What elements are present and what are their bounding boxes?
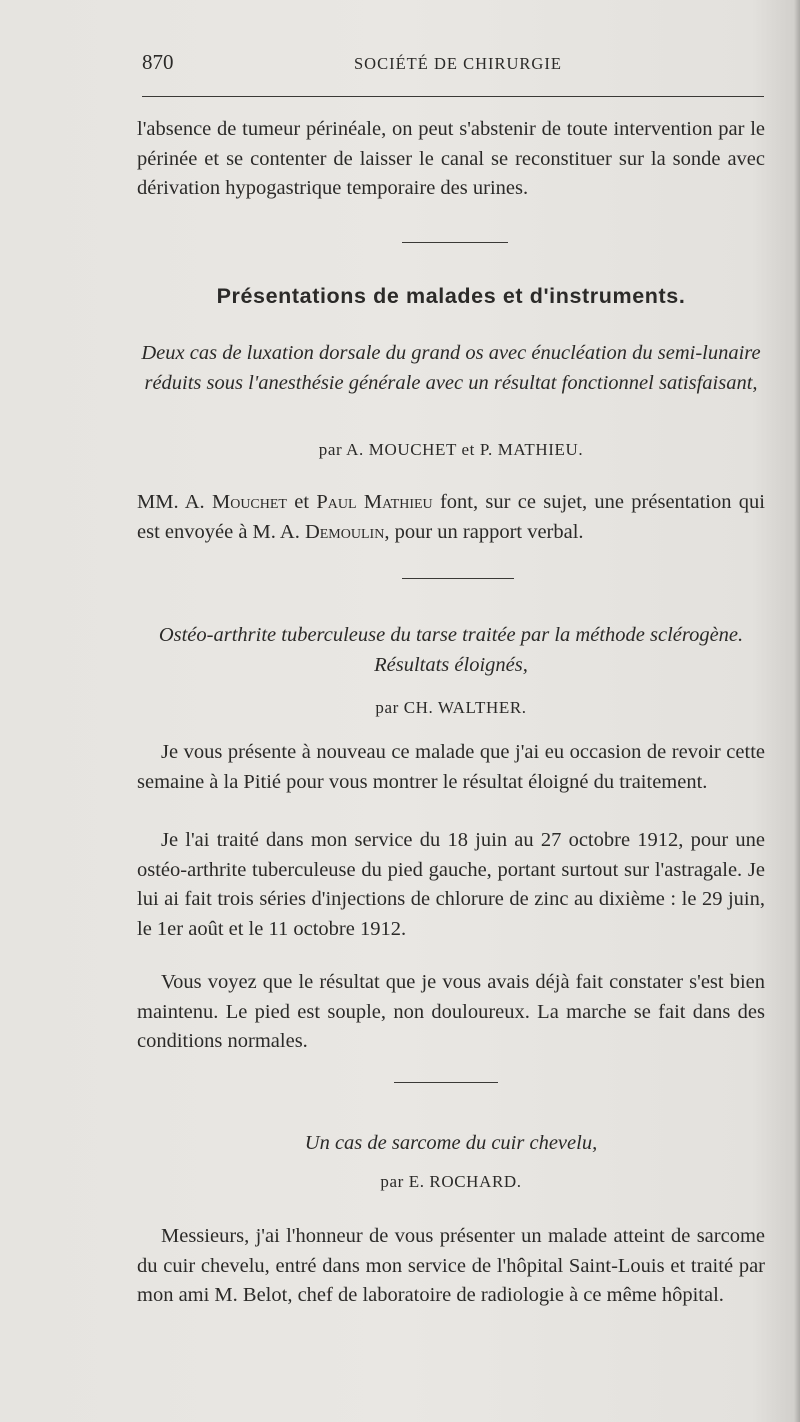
separator-rule bbox=[394, 1082, 498, 1083]
author-name: Paul Mathieu bbox=[316, 491, 433, 513]
page-number: 870 bbox=[142, 50, 174, 74]
journal-title: SOCIÉTÉ DE CHIRURGIE bbox=[354, 54, 562, 73]
section-title: Présentations de malades et d'instruments. bbox=[216, 284, 686, 308]
article-body-walther-2: Je l'ai traité dans mon service du 18 juin au 27 octobre 1912, pour une ostéo-arthrite tuberculeuse du pied gauche, portant surtout sur l'astragale. Je lui ai fait trois séries d'injections de chlorure de zinc au dixième : le 29 juin, le 1er août et le 11 octobre 1912. bbox=[137, 829, 765, 940]
separator-rule bbox=[402, 578, 514, 579]
article-title-sarcome: Un cas de sarcome du cuir chevelu, bbox=[304, 1132, 598, 1154]
article-body-rochard: Messieurs, j'ai l'honneur de vous présenter un malade atteint de sarcome du cuir chevelu, entré dans mon service de l'hôpital Saint-Louis et traité par mon ami M. Belot, chef de laboratoire de radiologie à ce même hôpital. bbox=[137, 1225, 765, 1306]
article-title-luxation: Deux cas de luxation dorsale du grand os avec énucléation du semi-lunaire réduits sous l'anesthésie générale avec un résultat fonctionnel satisfaisant, bbox=[141, 342, 761, 394]
article-byline-mouchet: par A. MOUCHET et P. MATHIEU. bbox=[318, 440, 584, 459]
article-title-osteo-arthrite: Ostéo-arthrite tuberculeuse du tarse traitée par la méthode sclérogène. Résultats éloignés, bbox=[158, 624, 744, 676]
running-head bbox=[142, 50, 764, 76]
rapporteur-name: Demoulin bbox=[304, 520, 385, 543]
article-body-walther-3: Vous voyez que le résultat que je vous avais déjà fait constater s'est bien maintenu. Le pied est souple, non douloureux. La marche se fait dans des conditions normales. bbox=[137, 971, 765, 1052]
intro-paragraph: l'absence de tumeur périnéale, on peut s'abstenir de toute intervention par le périnée et se contenter de laisser le canal se reconstituer sur la sonde avec dérivation hypogastrique temporaire des urines. bbox=[137, 118, 765, 199]
article-body-walther-1: Je vous présente à nouveau ce malade que j'ai eu occasion de revoir cette semaine à la Pitié pour vous montrer le résultat éloigné du traitement. bbox=[137, 741, 765, 793]
separator-rule bbox=[402, 242, 508, 243]
author-name: Mouchet bbox=[211, 491, 287, 513]
article-byline-rochard: par E. ROCHARD. bbox=[380, 1172, 522, 1191]
header-rule bbox=[142, 96, 764, 97]
article-body-mouchet: MM. A. Mouchet et Paul Mathieu font, sur ce sujet, une présentation qui est envoyée à M. A. Demoulin, pour un rapport verbal. bbox=[137, 491, 765, 543]
article-byline-walther: par CH. WALTHER. bbox=[375, 698, 527, 717]
